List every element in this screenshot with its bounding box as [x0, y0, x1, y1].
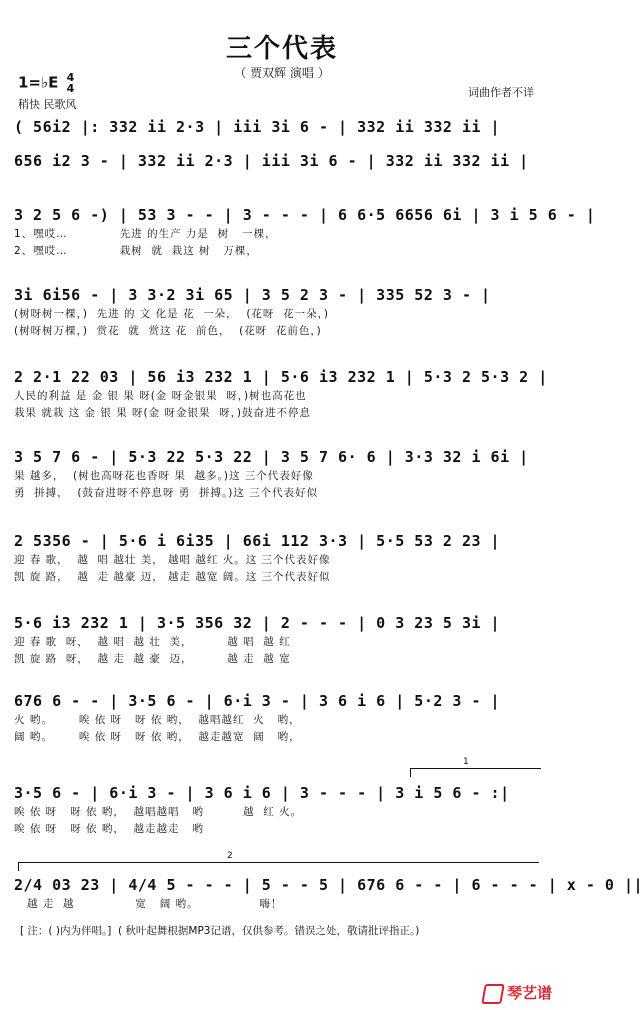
score-system — [14, 782, 550, 838]
notation-line: 2/4 03 23 | 4/4 5 - - - | 5 - - 5 | 676 6 - - | 6 - - - | x - 0 || — [14, 876, 643, 894]
lyric-line: 越 走 越 宽 阔 哟。 嗨！ — [14, 898, 283, 910]
notation-line: 3·5 6 - | 6·i 3 - | 3 6 i 6 | 3 - - - | 3 i 5 6 - :| — [14, 784, 510, 802]
logo-mark-icon — [481, 984, 505, 1004]
lyric-line: 凯 旋 路 呀， 越 走 越 豪 迈， 越 走 越 宽 — [14, 653, 291, 665]
logo-text: 琴艺谱 — [506, 984, 552, 1002]
lyric-line: 人民的利益 是 金 银 果 呀(金 呀金银果 呀，)树也高花也 — [14, 390, 307, 402]
lyric-line: 1、嘿哎… 先进 的生产 力是 树 一棵， — [14, 228, 277, 240]
time-top: 4 — [66, 71, 75, 84]
volta-2-number: 2 — [227, 851, 233, 861]
notation-line: ( 56i2 |: 332 ii 2·3 | iii 3i 6 - | 332 ii 332 ii | — [14, 118, 501, 136]
lyric-line: 迎 春 歌， 越 唱 越壮 美， 越唱 越红 火。这 三个代表好像 — [14, 554, 331, 566]
composer-credit: 词曲作者不详 — [468, 86, 534, 99]
lyric-line: 唉 依 呀 呀 依 哟， 越走越走 哟 — [14, 823, 205, 835]
notation-line: 656 i2 3 - | 332 ii 2·3 | iii 3i 6 - | 332 ii 332 ii | — [14, 152, 529, 170]
key-label: 1=♭E — [18, 73, 59, 92]
score-system — [14, 284, 550, 340]
time-bottom: 4 — [66, 82, 75, 95]
notation-line: 3 5 7 6 - | 5·3 22 5·3 22 | 3 5 7 6· 6 | 3·3 32 i 6i | — [14, 448, 529, 466]
score-system — [14, 874, 643, 913]
volta-2-bracket — [18, 851, 539, 871]
notation-line: 2 5356 - | 5·6 i 6i35 | 66i 112 3·3 | 5·5 53 2 23 | — [14, 532, 501, 550]
time-signature — [67, 72, 75, 94]
lyric-line: (树呀树万棵，) 赏花 就 赏这 花 前色， (花呀 花前色，) — [14, 325, 322, 337]
tempo-mark: 稍快 民歌风 — [18, 98, 77, 111]
score-system — [14, 690, 550, 746]
lyric-line: 阔 哟。 唉 依 呀 呀 依 哟， 越走越宽 阔 哟， — [14, 731, 301, 743]
lyric-line: 唉 依 呀 呀 依 哟， 越唱越唱 哟 越 红 火。 — [14, 806, 303, 818]
key-signature — [18, 72, 74, 94]
score-system — [14, 612, 550, 668]
notation-line: 5·6 i3 232 1 | 3·5 356 32 | 2 - - - | 0 3 23 5 3i | — [14, 614, 501, 632]
notation-line: 2 2·1 22 03 | 56 i3 232 1 | 5·6 i3 232 1 | 5·3 2 5·3 2 | — [14, 368, 548, 386]
site-logo — [483, 982, 552, 1004]
page-title: 三个代表 — [225, 34, 338, 64]
score-system — [14, 446, 550, 502]
score-system — [14, 204, 596, 260]
score-system — [14, 530, 550, 586]
lyric-line: (树呀树一棵，) 先进 的 文 化是 花 一朵， (花呀 花一朵，) — [14, 308, 329, 320]
singer-credit: （ 贾双辉 演唱 ） — [234, 66, 330, 80]
lyric-line: 栽果 就栽 这 金 银 果 呀(金 呀金银果 呀，)鼓奋进不停息 — [14, 407, 311, 419]
footnote: [ 注：( )内为伴唱。] ( 秋叶起舞根据MP3记谱，仅供参考。错误之处，敬请批评指正。) — [20, 925, 420, 937]
notation-line: 3 2 5 6 -) | 53 3 - - | 3 - - - | 6 6·5 6656 6i | 3 i 5 6 - | — [14, 206, 596, 224]
lyric-line: 凯 旋 路， 越 走 越豪 迈， 越走 越宽 阔。这 三个代表好似 — [14, 571, 331, 583]
lyric-line: 果 越多， (树也高呀花也香呀 果 越多。)这 三个代表好像 — [14, 470, 314, 482]
volta-1-number: 1 — [463, 757, 469, 767]
lyric-line: 勇 拼搏， (鼓奋进呀不停息呀 勇 拼搏。)这 三个代表好似 — [14, 487, 319, 499]
score-system — [14, 116, 550, 138]
volta-1-bracket — [410, 757, 541, 777]
notation-line: 676 6 - - | 3·5 6 - | 6·i 3 - | 3 6 i 6 | 5·2 3 - | — [14, 692, 501, 710]
lyric-line: 2、嘿哎… 栽树 就 栽这 树 万棵， — [14, 245, 258, 257]
score-system — [14, 150, 550, 172]
lyric-line: 迎 春 歌 呀， 越 唱 越 壮 美， 越 唱 越 红 — [14, 636, 291, 648]
notation-line: 3i 6i56 - | 3 3·2 3i 65 | 3 5 2 3 - | 335 52 3 - | — [14, 286, 491, 304]
score-system — [14, 366, 550, 422]
lyric-line: 火 哟。 唉 依 呀 呀 依 哟， 越唱越红 火 哟， — [14, 714, 301, 726]
